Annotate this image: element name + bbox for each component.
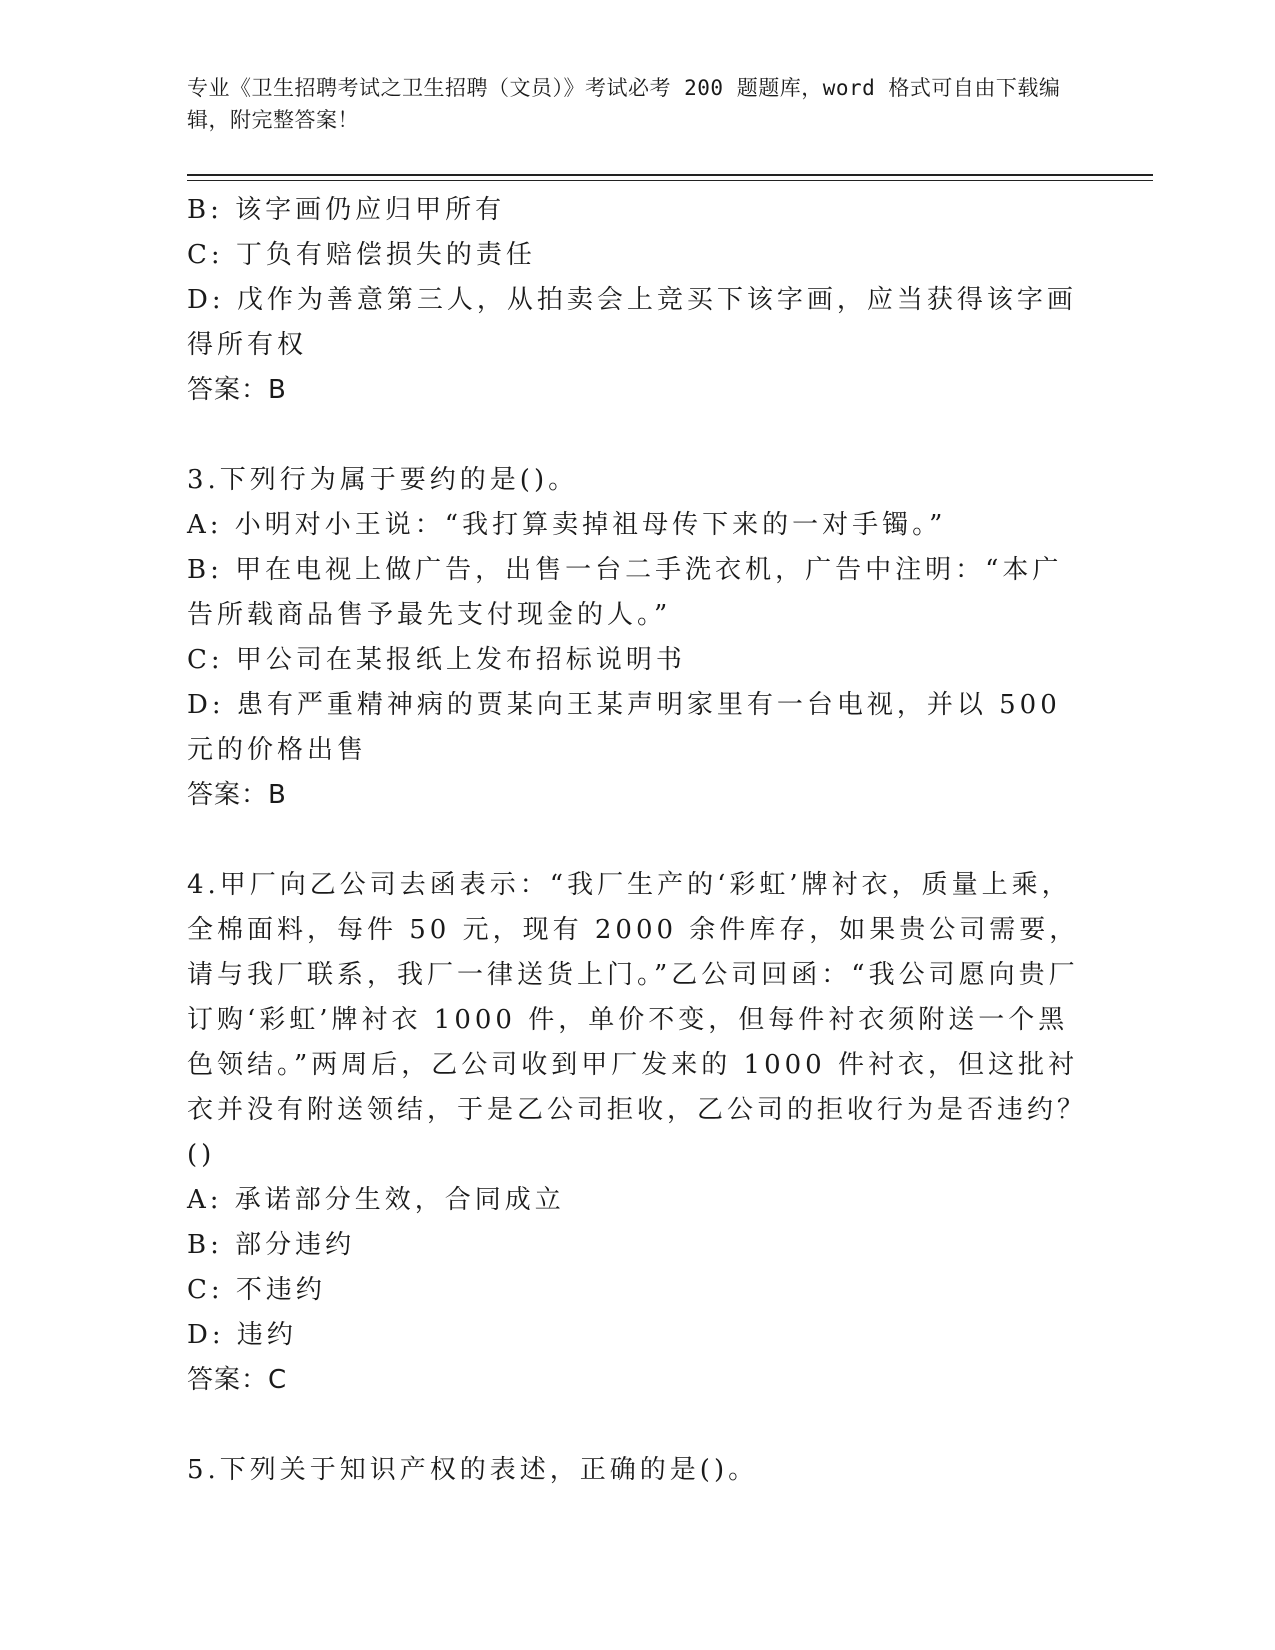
q4-option-d: D: 违约 (187, 1320, 297, 1350)
document-body (187, 188, 1087, 1493)
q3-option-b: B: 甲在电视上做广告，出售一台二手洗衣机，广告中注明：“本广告所载商品售予最先支付现金的人。” (187, 555, 1063, 630)
question-3-block (187, 458, 1087, 818)
question-5-block (187, 1448, 1087, 1493)
question-4-block (187, 863, 1087, 1403)
header-rule-thin (187, 180, 1153, 181)
q3-question: 3.下列行为属于要约的是()。 (187, 465, 579, 495)
header-rule-thick (187, 174, 1153, 176)
spacer (187, 1403, 1087, 1448)
q4-question: 4.甲厂向乙公司去函表示：“我厂生产的‘彩虹’牌衬衣，质量上乘，全棉面料，每件 50 元，现有 2000 余件库存，如果贵公司需要，请与我厂联系，我厂一律送货上门。”乙公司回函：“我公司愿向贵厂订购‘彩虹’牌衬衣 1000 件，单价不变，但每件衬衣须附送一个黑色领结。”两周后，乙公司收到甲厂发来的 1000 件衬衣，但这批衬衣并没有附送领结，于是乙公司拒收，乙公司的拒收行为是否违约？() (187, 870, 1088, 1170)
document-header: 专业《卫生招聘考试之卫生招聘（文员）》考试必考 200 题题库，word 格式可自由下载编辑，附完整答案！ (187, 76, 1061, 132)
q5-question: 5.下列关于知识产权的表述，正确的是()。 (187, 1455, 759, 1485)
q2-option-b: B: 该字画仍应归甲所有 (187, 195, 506, 225)
q2-option-d: D: 戊作为善意第三人，从拍卖会上竞买下该字画，应当获得该字画得所有权 (187, 285, 1077, 360)
q4-option-c: C: 不违约 (187, 1275, 326, 1305)
q3-option-a: A: 小明对小王说：“我打算卖掉祖母传下来的一对手镯。” (187, 510, 947, 540)
q3-answer: 答案：B (187, 780, 287, 810)
q3-option-c: C: 甲公司在某报纸上发布招标说明书 (187, 645, 686, 675)
spacer (187, 413, 1087, 458)
q3-option-d: D: 患有严重精神病的贾某向王某声明家里有一台电视，并以 500 元的价格出售 (187, 690, 1074, 765)
question-2-block (187, 188, 1087, 413)
q4-option-a: A: 承诺部分生效，合同成立 (187, 1185, 565, 1215)
q2-option-c: C: 丁负有赔偿损失的责任 (187, 240, 536, 270)
q2-answer: 答案：B (187, 375, 287, 405)
spacer (187, 818, 1087, 863)
q4-option-b: B: 部分违约 (187, 1230, 356, 1260)
q4-answer: 答案：C (187, 1365, 288, 1395)
